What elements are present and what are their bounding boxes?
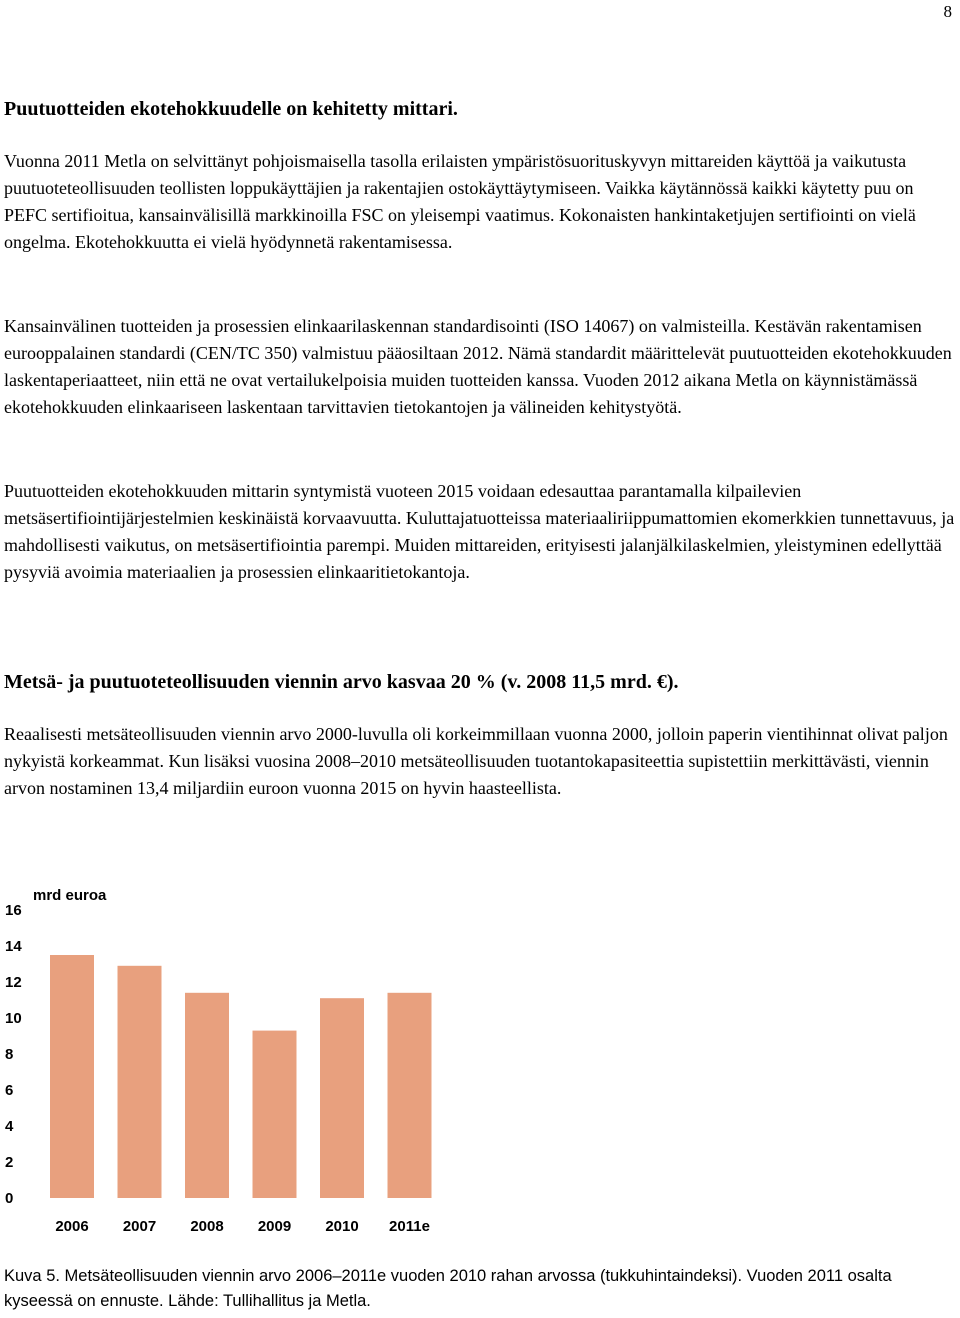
bar xyxy=(50,955,94,1198)
figure-caption: Kuva 5. Metsäteollisuuden viennin arvo 2006–2011e vuoden 2010 rahan arvossa (tukkuhintaindeksi). Vuoden 2011 osalta kyseessä on ennuste. Lähde: Tullihallitus ja Metla. xyxy=(4,1267,892,1310)
paragraph-metla-study: Vuonna 2011 Metla on selvittänyt pohjoismaisella tasolla erilaisten ympäristösuorituskyvyn mittareiden käyttöä ja vaikutusta puutuoteteollisuuden teollisten loppukäyttäjien ja rakentajien ostokäyttäytymiseen. Vaikka käytännössä kaikki käytetty puu on PEFC sertifioitua, kansainvälisillä markkinoilla FSC on yleisempi vaatimus. Kokonaisten hankintaketjujen sertifiointi on vielä ongelma. Ekotehokkuutta ei vielä hyödynnetä rakentamisessa. xyxy=(4,151,916,252)
bar xyxy=(253,1031,297,1198)
y-tick-label: 12 xyxy=(5,974,22,991)
export-value-bar-chart xyxy=(0,880,460,1252)
y-tick-label: 14 xyxy=(5,938,22,955)
bar xyxy=(118,966,162,1198)
x-tick-label: 2011e xyxy=(389,1218,430,1235)
section-heading-export-value: Metsä- ja puutuoteteollisuuden viennin arvo kasvaa 20 % (v. 2008 11,5 mrd. €). xyxy=(4,671,679,693)
y-tick-label: 16 xyxy=(5,902,22,919)
y-tick-label: 8 xyxy=(5,1046,14,1063)
x-tick-label: 2008 xyxy=(190,1218,224,1235)
y-tick-label: 6 xyxy=(5,1082,14,1099)
x-tick-label: 2007 xyxy=(122,1218,157,1235)
paragraph-export-value: Reaalisesti metsäteollisuuden viennin arvo 2000-luvulla oli korkeimmillaan vuonna 2000, jolloin paperin vientihinnat olivat paljon nykyistä korkeammat. Kun lisäksi vuosina 2008–2010 metsäteollisuuden tuotantokapasiteettia supistettiin merkittävästi, viennin arvon nostaminen 13,4 miljardiin euroon vuonna 2015 on hyvin haasteellista. xyxy=(4,724,948,798)
paragraph-standardisation: Kansainvälinen tuotteiden ja prosessien elinkaarilaskennan standardisointi (ISO 14067) on valmisteilla. Kestävän rakentamisen eurooppalainen standardi (CEN/TC 350) valmistuu pääosiltaan 2012. Nämä standardit määrittelevät puutuotteiden ekotehokkuuden laskentaperiaatteet, niin että ne ovat vertailukelpoisia muiden tuotteiden kanssa. Vuoden 2012 aikana Metla on käynnistämässä ekotehokkuuden elinkaariseen laskentaan tarvittavien tietokantojen ja välineiden kehitystyötä. xyxy=(4,316,952,417)
bar xyxy=(185,993,229,1198)
y-axis-label: mrd euroa xyxy=(33,887,107,904)
y-tick-label: 2 xyxy=(5,1154,14,1171)
x-tick-label: 2009 xyxy=(257,1218,292,1235)
y-tick-label: 10 xyxy=(5,1010,22,1027)
bar xyxy=(320,998,364,1198)
y-tick-label: 4 xyxy=(5,1118,14,1135)
x-tick-label: 2010 xyxy=(325,1218,359,1235)
paragraph-ecoefficiency-meter: Puutuotteiden ekotehokkuuden mittarin syntymistä vuoteen 2015 voidaan edesauttaa parantamalla kilpailevien metsäsertifiointijärjestelmien keskinäistä korvaavuutta. Kuluttajatuotteissa materiaaliriippumattomien ekomerkkien tunnettavuus, ja mahdollisesti vaikutus, on metsäsertifiointia parempi. Muiden mittareiden, erityisesti jalanjälkilaskelmien, yleistyminen edellyttää pysyviä avoimia materiaalien ja prosessien elinkaaritietokantoja. xyxy=(4,481,955,582)
bar xyxy=(388,993,432,1198)
y-tick-label: 0 xyxy=(5,1190,14,1207)
section-heading-ecoefficiency: Puutuotteiden ekotehokkuudelle on kehitetty mittari. xyxy=(4,98,458,120)
page-number: 8 xyxy=(943,2,952,21)
x-tick-label: 2006 xyxy=(55,1218,89,1235)
